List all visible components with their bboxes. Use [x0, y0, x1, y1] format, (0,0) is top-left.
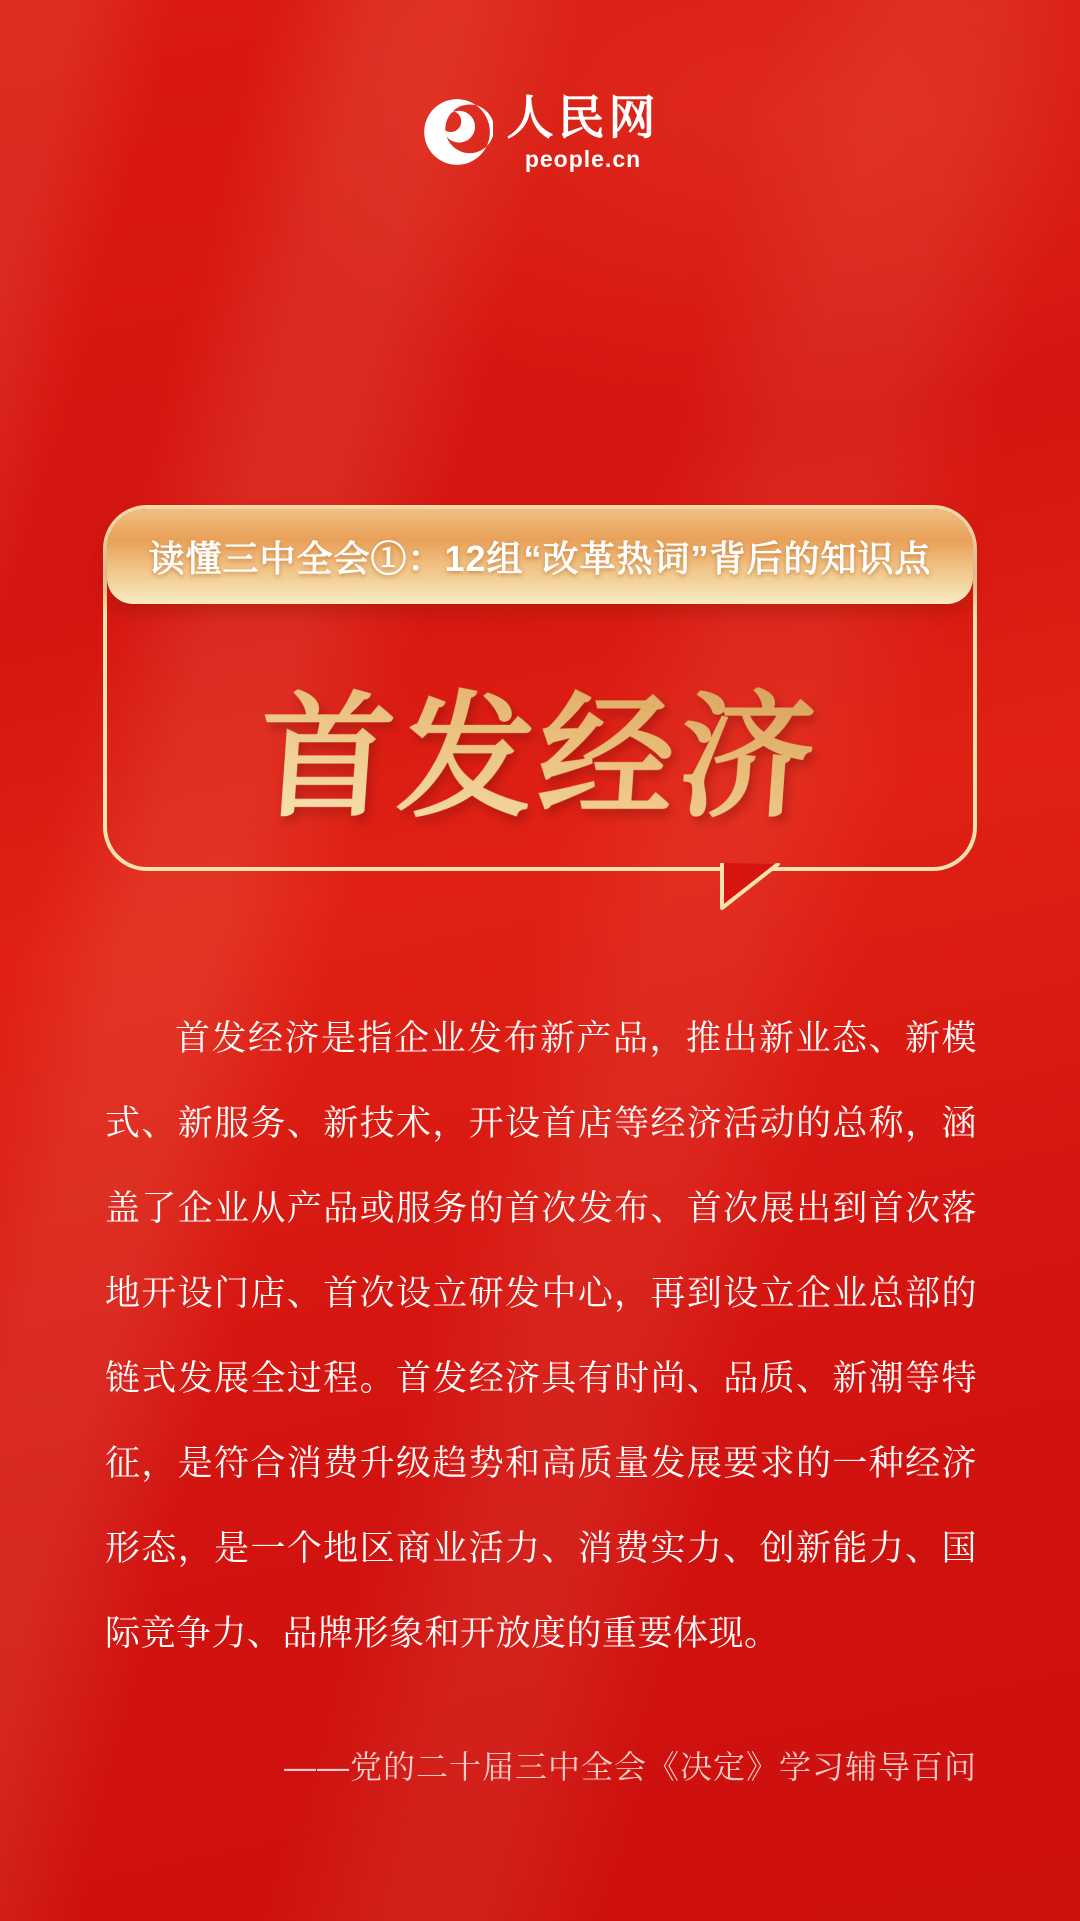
page-title: 首发经济 — [100, 649, 980, 843]
series-header-label: 读懂三中全会①：12组“改革热词”背后的知识点 — [148, 538, 932, 579]
source-citation: ——党的二十届三中全会《决定》学习辅导百问 — [283, 1749, 977, 1785]
people-cn-logo-icon — [421, 96, 493, 168]
speech-bubble — [103, 505, 977, 871]
bubble-header-bar — [107, 509, 973, 604]
brand-logo-text — [507, 92, 660, 173]
definition-paragraph: 首发经济是指企业发布新产品，推出新业态、新模式、新服务、新技术，开设首店等经济活动的总称，涵盖了企业从产品或服务的首次发布、首次展出到首次落地开设门店、首次设立研发中心，再到设立企业总部的链式发展全过程。首发经济具有时尚、品质、新潮等特征，是符合消费升级趋势和高质量发展要求的一种经济形态，是一个地区商业活力、消费实力、创新能力、国际竞争力、品牌形象和开放度的重要体现。 — [105, 1019, 977, 1653]
bubble-tail-icon — [719, 863, 783, 913]
brand-domain: people.cn — [524, 145, 642, 172]
brand-logo — [0, 92, 1080, 173]
brand-name: 人民网 — [506, 91, 660, 144]
